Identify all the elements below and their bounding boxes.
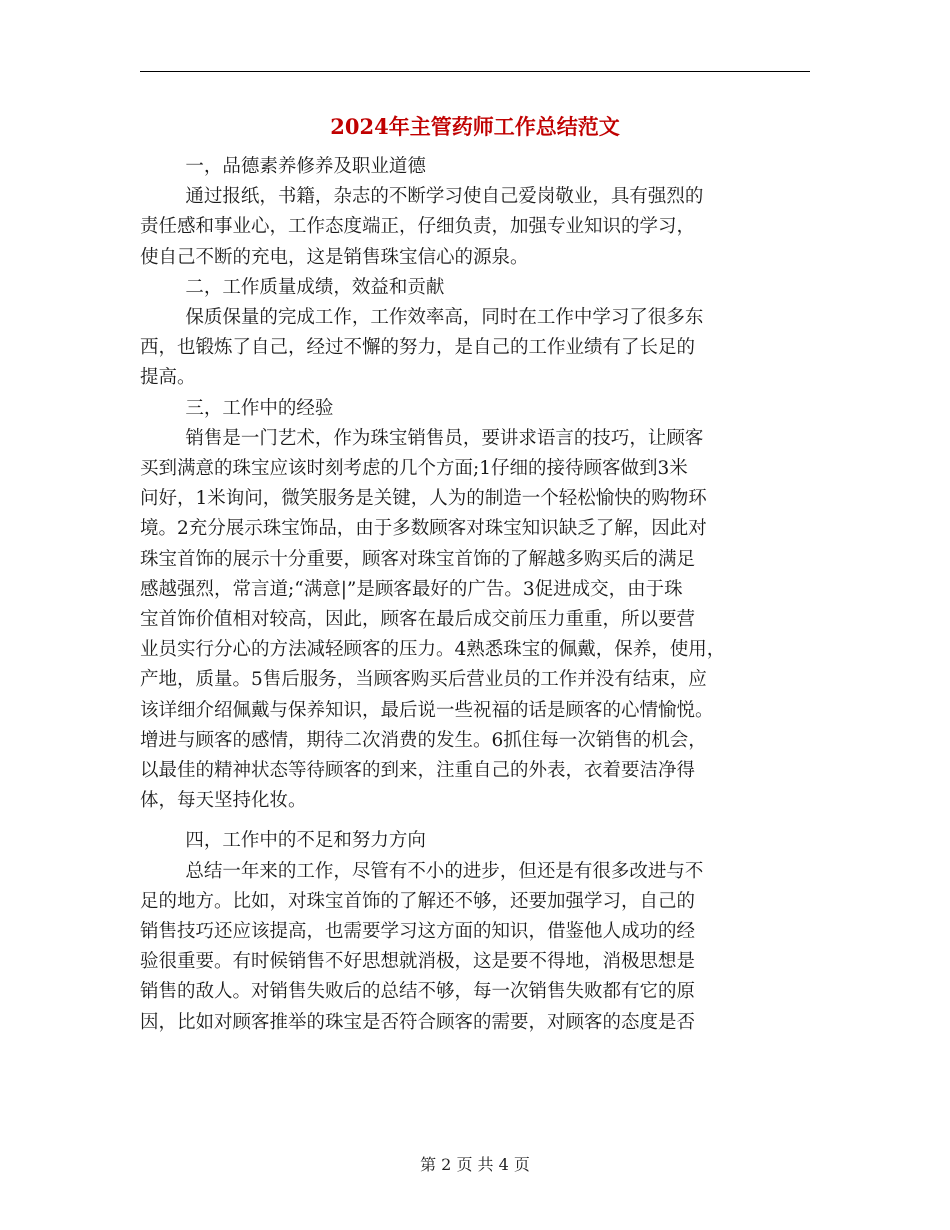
text-line: 二，工作质量成绩，效益和贡献 [185,276,445,298]
text-line: 验很重要。有时候销售不好思想就消极，这是要不得地，消极思想是 [140,951,696,973]
text-line: 感越强烈，常言道;“满意|”是顾客最好的广告。3促进成交，由于珠 [140,578,683,600]
text-line: 问好，1米询问，微笑服务是关键，人为的制造一个轻松愉快的购物环 [140,488,707,510]
text-line: 体，每天坚持化妆。 [140,790,307,812]
text-line: 销售是一门艺术，作为珠宝销售员，要讲求语言的技巧，让顾客 [185,427,704,449]
paragraph-gap [140,816,812,826]
text-line: 增进与顾客的感情，期待二次消费的发生。6抓住每一次销售的机会， [140,729,707,751]
text-line: 保质保量的完成工作，工作效率高，同时在工作中学习了很多东 [185,307,704,329]
text-line: 一，品德素养修养及职业道德 [185,156,426,177]
text-line: 销售技巧还应该提高，也需要学习这方面的知识，借鉴他人成功的经 [140,921,696,943]
text-line: 珠宝首饰的展示十分重要，顾客对珠宝首饰的了解越多购买后的满足 [140,548,696,570]
text-line: 使自己不断的充电，这是销售珠宝信心的源泉。 [140,246,529,268]
text-line: 通过报纸，书籍，杂志的不断学习使自己爱岗敬业，具有强烈的 [185,186,704,208]
text-line: 买到满意的珠宝应该时刻考虑的几个方面;1仔细的接待顾客做到3米 [140,458,688,480]
page-footer: 第 2 页 共 4 页 [420,1155,530,1174]
text-line: 三，工作中的经验 [185,397,334,419]
text-line: 以最佳的精神状态等待顾客的到来，注重自己的外表，衣着要洁净得 [140,760,696,782]
text-line: 西，也锻炼了自己，经过不懈的努力，是自己的工作业绩有了长足的 [140,337,696,359]
text-line: 销售的敌人。对销售失败后的总结不够，每一次销售失败都有它的原 [140,981,696,1003]
text-line: 业员实行分心的方法减轻顾客的压力。4熟悉珠宝的佩戴，保养，使用， [140,639,726,661]
text-line: 足的地方。比如，对珠宝首饰的了解还不够，还要加强学习，自己的 [140,890,696,912]
text-line: 该详细介绍佩戴与保养知识，最后说一些祝福的话是顾客的心情愉悦。 [140,699,714,721]
document-body [140,152,812,1038]
text-line: 产地，质量。5售后服务，当顾客购买后营业员的工作并没有结束，应 [140,669,707,691]
text-line: 四，工作中的不足和努力方向 [185,830,426,852]
document-title: 2024年主管药师工作总结范文 [330,114,620,139]
text-line: 宝首饰价值相对较高，因此，顾客在最后成交前压力重重，所以要营 [140,609,696,631]
text-line: 因，比如对顾客推举的珠宝是否符合顾客的需要，对顾客的态度是否 [140,1011,696,1033]
text-line: 境。2充分展示珠宝饰品，由于多数顾客对珠宝知识缺乏了解，因此对 [140,518,707,540]
text-line: 责任感和事业心，工作态度端正，仔细负责，加强专业知识的学习， [140,216,696,238]
header-rule [140,71,810,72]
text-line: 总结一年来的工作，尽管有不小的进步，但还是有很多改进与不 [185,860,704,882]
text-line: 提高。 [140,367,196,389]
